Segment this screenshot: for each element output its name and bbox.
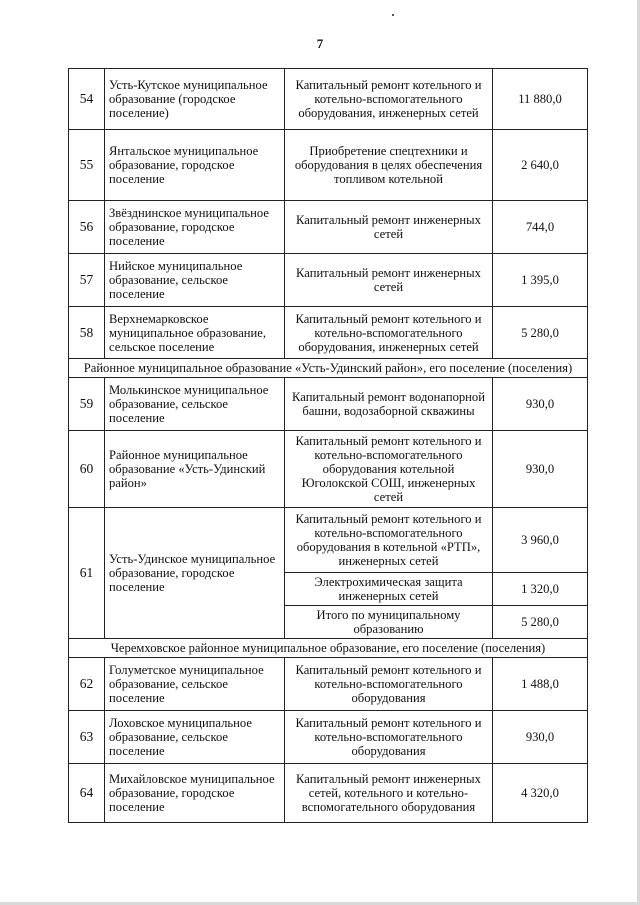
table-row (69, 658, 588, 711)
municipality-name: Янтальское муниципальное образование, городское поселение (105, 130, 285, 201)
amount: 1 320,0 (493, 573, 588, 606)
row-number: 60 (69, 431, 105, 508)
row-number: 62 (69, 658, 105, 711)
municipality-name: Михайловское муниципальное образование, городское поселение (105, 764, 285, 823)
row-number: 63 (69, 711, 105, 764)
municipality-name: Молькинское муниципальное образование, сельское поселение (105, 378, 285, 431)
page-number: 7 (316, 36, 324, 51)
amount: 3 960,0 (493, 508, 588, 573)
work-description: Капитальный ремонт котельного и котельно-вспомогательного оборудования (285, 711, 493, 764)
row-number: 55 (69, 130, 105, 201)
total-amount: 5 280,0 (493, 606, 588, 639)
table-row (69, 130, 588, 201)
section-header-row (69, 359, 588, 378)
work-description: Капитальный ремонт инженерных сетей, котельного и котельно-вспомогательного оборудования (285, 764, 493, 823)
amount: 4 320,0 (493, 764, 588, 823)
municipality-name: Лоховское муниципальное образование, сельское поселение (105, 711, 285, 764)
row-number: 57 (69, 254, 105, 307)
table-row (69, 69, 588, 130)
table-row (69, 378, 588, 431)
municipality-name: Усть-Кутское муниципальное образование (городское поселение) (105, 69, 285, 130)
row-number: 56 (69, 201, 105, 254)
municipality-name: Верхнемарковское муниципальное образование, сельское поселение (105, 307, 285, 359)
work-description: Капитальный ремонт инженерных сетей (285, 201, 493, 254)
work-description: Капитальный ремонт котельного и котельно-вспомогательного оборудования, инженерных сетей (285, 69, 493, 130)
work-description: Приобретение спецтехники и оборудования в целях обеспечения топливом котельной (285, 130, 493, 201)
section-header: Районное муниципальное образование «Усть-Удинский район», его поселение (поселения) (69, 359, 588, 378)
row-number: 64 (69, 764, 105, 823)
row-number: 54 (69, 69, 105, 130)
table-row (69, 307, 588, 359)
municipality-name: Усть-Удинское муниципальное образование, городское поселение (105, 508, 285, 639)
table-row (69, 508, 588, 573)
work-description: Капитальный ремонт инженерных сетей (285, 254, 493, 307)
work-description: Капитальный ремонт котельного и котельно-вспомогательного оборудования котельной Юголокской СОШ, инженерных сетей (285, 431, 493, 508)
work-description: Капитальный ремонт котельного и котельно-вспомогательного оборудования, инженерных сетей (285, 307, 493, 359)
funding-table (68, 68, 588, 823)
municipality-name: Нийское муниципальное образование, сельское поселение (105, 254, 285, 307)
municipality-name: Звёзднинское муниципальное образование, городское поселение (105, 201, 285, 254)
table-row (69, 201, 588, 254)
amount: 5 280,0 (493, 307, 588, 359)
table-row (69, 711, 588, 764)
row-number: 59 (69, 378, 105, 431)
amount: 744,0 (493, 201, 588, 254)
row-number: 61 (69, 508, 105, 639)
work-description: Капитальный ремонт водонапорной башни, водозаборной скважины (285, 378, 493, 431)
table-row (69, 254, 588, 307)
municipality-name: Районное муниципальное образование «Усть-Удинский район» (105, 431, 285, 508)
table-row (69, 764, 588, 823)
work-description: Капитальный ремонт котельного и котельно-вспомогательного оборудования в котельной «РТП», инженерных сетей (285, 508, 493, 573)
work-description: Капитальный ремонт котельного и котельно-вспомогательного оборудования (285, 658, 493, 711)
row-number: 58 (69, 307, 105, 359)
amount: 1 395,0 (493, 254, 588, 307)
section-header: Черемховское районное муниципальное образование, его поселение (поселения) (69, 639, 588, 658)
work-description: Электрохимическая защита инженерных сетей (285, 573, 493, 606)
amount: 11 880,0 (493, 69, 588, 130)
section-header-row (69, 639, 588, 658)
amount: 1 488,0 (493, 658, 588, 711)
amount: 2 640,0 (493, 130, 588, 201)
scan-speck (392, 14, 394, 16)
amount: 930,0 (493, 431, 588, 508)
table-row (69, 431, 588, 508)
amount: 930,0 (493, 378, 588, 431)
total-label: Итого по муниципальному образованию (285, 606, 493, 639)
municipality-name: Голуметское муниципальное образование, сельское поселение (105, 658, 285, 711)
amount: 930,0 (493, 711, 588, 764)
